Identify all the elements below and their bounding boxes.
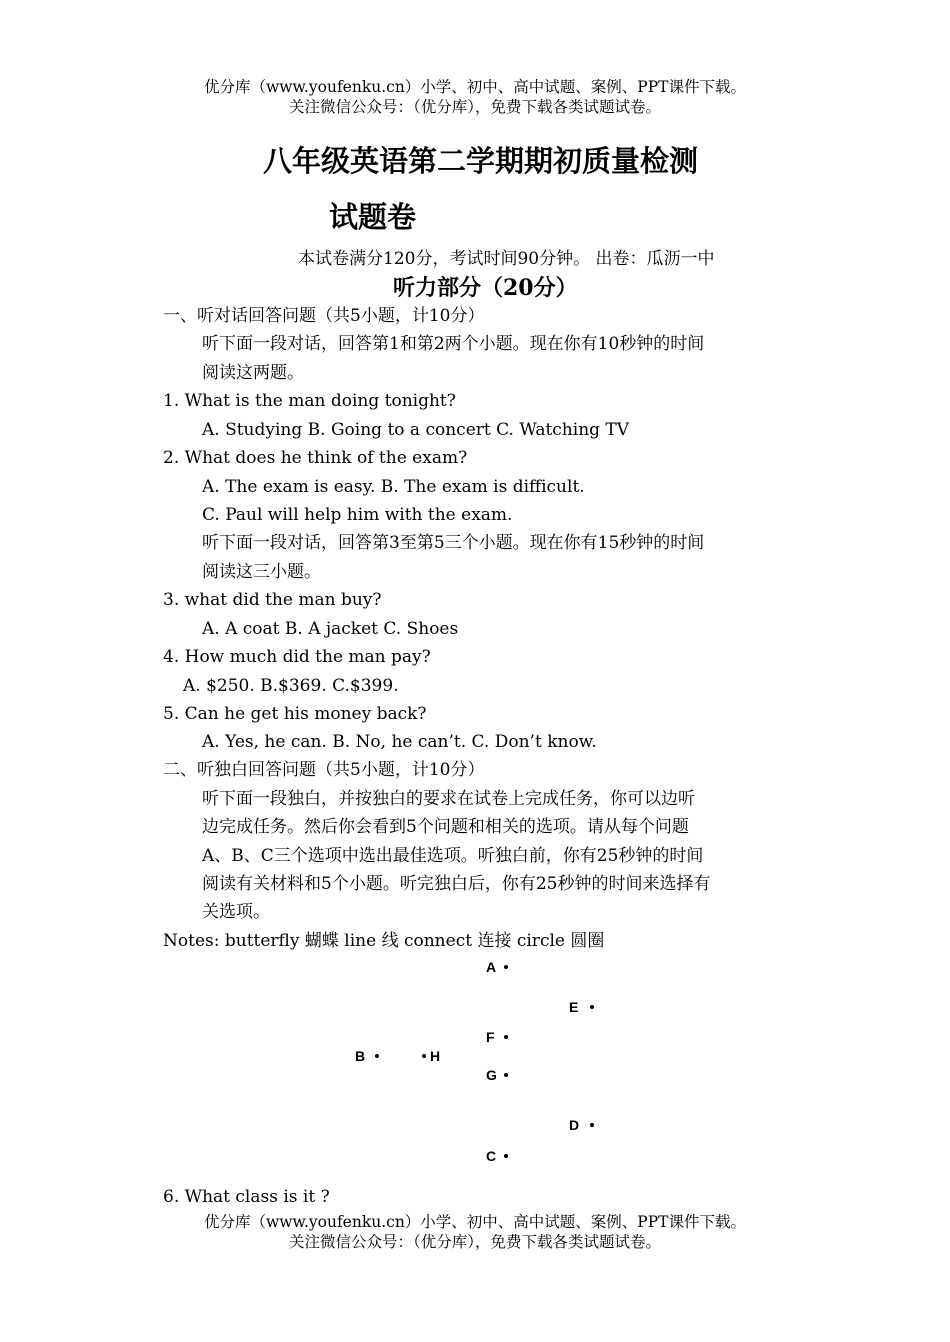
point-h-label: H [430,1048,441,1064]
exam-info: 本试卷满分120分，考试时间90分钟。 出卷：瓜沥一中 [298,249,715,269]
question-3: 3. what did the man buy? [163,590,382,610]
part2-title: 二、听独白回答问题（共5小题，计10分） [163,760,485,780]
part2-instruction-2: 边完成任务。然后你会看到5个问题和相关的选项。请从每个问题 [202,817,689,837]
point-c-label: C [486,1148,497,1164]
part2-instruction-4: 阅读有关材料和5个小题。听完独白后，你有25秒钟的时间来选择有 [202,874,711,894]
footer-line-1: 优分库（www.youfenku.cn）小学、初中、高中试题、案例、PPT课件下载。 [203,1213,747,1231]
footer-line-2: 关注微信公众号：（优分库），免费下载各类试题试卷。 [288,1233,661,1251]
page-title: 八年级英语第二学期期初质量检测 [263,144,699,178]
point-b-label: B [355,1048,366,1064]
header-line-1: 优分库（www.youfenku.cn）小学、初中、高中试题、案例、PPT课件下载。 [203,78,747,96]
question-3-options: A. A coat B. A jacket C. Shoes [202,619,459,639]
dot-diagram [340,950,620,1170]
question-2-options-a: A. The exam is easy. B. The exam is difficult. [202,477,585,497]
part2-instruction-3: A、B、C三个选项中选出最佳选项。听独白前，你有25秒钟的时间 [202,846,704,866]
question-2-options-b: C. Paul will help him with the exam. [202,505,513,525]
point-a-label: A [486,959,497,975]
part2-instruction-5: 关选项。 [202,902,270,922]
listening-heading: 听力部分（20分） [393,275,578,301]
question-4: 4. How much did the man pay? [163,647,431,667]
header-line-2: 关注微信公众号：（优分库），免费下载各类试题试卷。 [288,98,661,116]
part1-instruction-2b: 阅读这三小题。 [202,562,321,582]
point-d-label: D [569,1117,580,1133]
part1-instruction-1a: 听下面一段对话，回答第1和第2两个小题。现在你有10秒钟的时间 [202,334,705,354]
point-g [486,1067,508,1083]
part1-instruction-1b: 阅读这两题。 [202,363,304,383]
question-5-options: A. Yes, he can. B. No, he can’t. C. Don’t know. [202,732,597,752]
question-2: 2. What does he think of the exam? [163,448,468,468]
page-subtitle: 试题卷 [329,200,417,234]
part1-instruction-2a: 听下面一段对话，回答第3至第5三个小题。现在你有15秒钟的时间 [202,533,705,553]
point-e-label: E [569,999,579,1015]
part2-instruction-1: 听下面一段独白，并按独白的要求在试卷上完成任务，你可以边听 [202,789,695,809]
question-5: 5. Can he get his money back? [163,704,427,724]
notes-vocabulary: Notes: butterfly 蝴蝶 line 线 connect 连接 circle 圆圈 [163,931,605,951]
point-f [486,1029,508,1045]
point-d [569,1117,594,1133]
point-h [422,1048,440,1064]
point-g-label: G [486,1067,497,1083]
question-1: 1. What is the man doing tonight? [163,391,456,411]
question-6: 6. What class is it ? [163,1187,330,1207]
point-a [486,959,508,975]
point-e [569,999,594,1015]
question-1-options: A. Studying B. Going to a concert C. Watching TV [202,420,630,440]
point-b [355,1048,379,1064]
part1-title: 一、听对话回答问题（共5小题，计10分） [163,306,485,326]
point-f-label: F [486,1029,495,1045]
point-c [486,1148,508,1164]
question-4-options: A. $250. B.$369. C.$399. [183,676,399,696]
